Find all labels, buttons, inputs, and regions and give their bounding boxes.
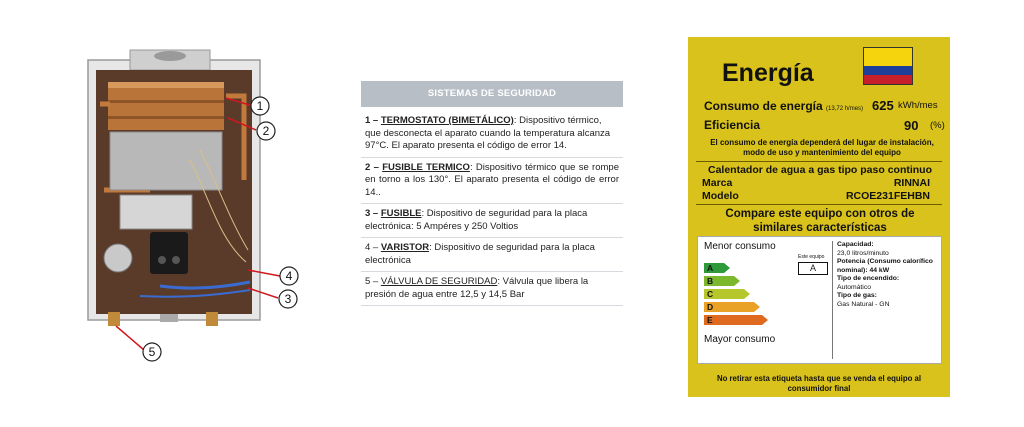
safety-row-term: VÁLVULA DE SEGURIDAD bbox=[380, 276, 498, 287]
callout-4 bbox=[280, 267, 298, 285]
safety-row-num: 5 – bbox=[365, 276, 379, 287]
brand-label: Marca bbox=[702, 177, 733, 189]
efficiency-scale-box bbox=[697, 236, 942, 364]
callout-3 bbox=[279, 290, 297, 308]
safety-row-2 bbox=[361, 158, 623, 205]
safety-row-desc: : Dispositivo de seguridad para la placa electrónica: 5 Ampéres y 250 Voltios bbox=[365, 208, 588, 232]
class-bar-e: E bbox=[704, 315, 762, 325]
callout-5-number: 5 bbox=[148, 345, 156, 359]
water-outlet-fitting bbox=[206, 312, 218, 326]
water-heater-diagram bbox=[0, 0, 330, 427]
ignition-label: Tipo de encendido: bbox=[837, 275, 900, 282]
efficiency-value: 90 bbox=[904, 118, 919, 133]
safety-row-desc: : Dispositivo térmico que se rompe en torno a los 130°. El aparato presenta el código de error 14.. bbox=[365, 161, 619, 198]
this-unit-label: Este equipo bbox=[798, 254, 825, 260]
control-board bbox=[120, 195, 192, 229]
model-value: RCOE231FEHBN bbox=[845, 190, 930, 202]
capacity-value: 23,0 litros/minuto bbox=[837, 249, 889, 257]
colombia-flag-icon bbox=[863, 47, 913, 85]
energy-label bbox=[688, 37, 950, 397]
footer-notice: No retirar esta etiqueta hasta que se venda el equipo al consumidor final bbox=[716, 374, 922, 393]
box-divider bbox=[832, 241, 833, 359]
callout-4-number: 4 bbox=[285, 269, 293, 283]
safety-row-num: 4 – bbox=[365, 242, 379, 253]
model-label: Modelo bbox=[702, 190, 739, 202]
class-bar-a: A bbox=[704, 263, 724, 273]
safety-row-1 bbox=[361, 107, 623, 158]
this-unit-class: A bbox=[798, 262, 828, 275]
safety-row-desc: : Dispositivo térmico, que desconecta el aparato cuando la temperatura alcanza 97°C. El aparato presenta el código de error 14. bbox=[365, 115, 611, 151]
safety-row-num: 2 – bbox=[365, 161, 379, 173]
efficiency-line bbox=[704, 118, 944, 132]
ignition-value: Automático bbox=[837, 283, 872, 291]
heat-exchanger bbox=[108, 82, 224, 130]
control-panel bbox=[150, 232, 188, 274]
callout-2-number: 2 bbox=[262, 124, 270, 138]
brand-line bbox=[702, 177, 938, 189]
power-value: 44 kW bbox=[869, 266, 890, 274]
safety-row-num: 3 – bbox=[365, 208, 379, 219]
consumption-value: 625 bbox=[872, 98, 894, 113]
safety-systems-table bbox=[361, 81, 623, 306]
safety-row-term: VARISTOR bbox=[380, 242, 430, 253]
class-bar-c: C bbox=[704, 289, 744, 299]
class-bar-b: B bbox=[704, 276, 734, 286]
consumption-note: El consumo de energía dependerá del lugar de instalación, modo de uso y mantenimiento del equipo bbox=[710, 138, 934, 157]
efficiency-unit: (%) bbox=[930, 120, 945, 131]
callout-1-number: 1 bbox=[256, 99, 264, 113]
specs-list bbox=[837, 241, 937, 309]
callout-1 bbox=[251, 97, 269, 115]
safety-row-term: TERMOSTATO (BIMETÁLICO) bbox=[380, 115, 514, 126]
lower-consumption-label: Menor consumo bbox=[704, 241, 776, 252]
energy-label-title: Energía bbox=[722, 59, 814, 87]
efficiency-label: Eficiencia bbox=[704, 118, 761, 132]
consumption-hours: (13,72 h/mes) bbox=[826, 106, 864, 112]
safety-row-num: 1 – bbox=[365, 115, 379, 126]
safety-row-desc: : Válvula que libera la presión de agua entre 12,5 y 14,5 Bar bbox=[365, 276, 589, 300]
capacity-label: Capacidad: bbox=[837, 241, 874, 248]
callout-5 bbox=[143, 343, 161, 361]
safety-row-3 bbox=[361, 204, 623, 238]
energy-consumption-line bbox=[704, 99, 944, 113]
safety-table-header: SISTEMAS DE SEGURIDAD bbox=[361, 81, 623, 107]
gas-label: Tipo de gas: bbox=[837, 292, 877, 299]
brand-value: RINNAI bbox=[893, 177, 930, 189]
safety-row-4 bbox=[361, 238, 623, 272]
compare-text: Compare este equipo con otros de similares características bbox=[725, 208, 915, 234]
safety-row-term: FUSIBLE TERMICO bbox=[382, 161, 470, 173]
gas-value: Gas Natural - GN bbox=[837, 300, 890, 308]
class-bar-d: D bbox=[704, 302, 754, 312]
consumption-unit: kWh/mes bbox=[898, 100, 938, 111]
gas-valve bbox=[104, 244, 132, 272]
divider bbox=[696, 204, 942, 205]
safety-row-desc: : Dispositivo de seguridad para la placa electrónica bbox=[365, 242, 595, 266]
safety-row-5 bbox=[361, 272, 623, 306]
callout-3-number: 3 bbox=[284, 292, 292, 306]
callout-2 bbox=[257, 122, 275, 140]
higher-consumption-label: Mayor consumo bbox=[704, 334, 776, 345]
consumption-label: Consumo de energía bbox=[704, 99, 823, 113]
water-inlet-fitting bbox=[108, 312, 120, 326]
product-type: Calentador de agua a gas tipo paso continuo bbox=[707, 164, 933, 176]
model-line bbox=[702, 190, 938, 202]
power-label: Potencia (Consumo calorífico nominal): bbox=[837, 258, 933, 274]
divider bbox=[696, 161, 942, 162]
flue-opening bbox=[154, 51, 186, 61]
safety-row-term: FUSIBLE bbox=[380, 208, 422, 219]
